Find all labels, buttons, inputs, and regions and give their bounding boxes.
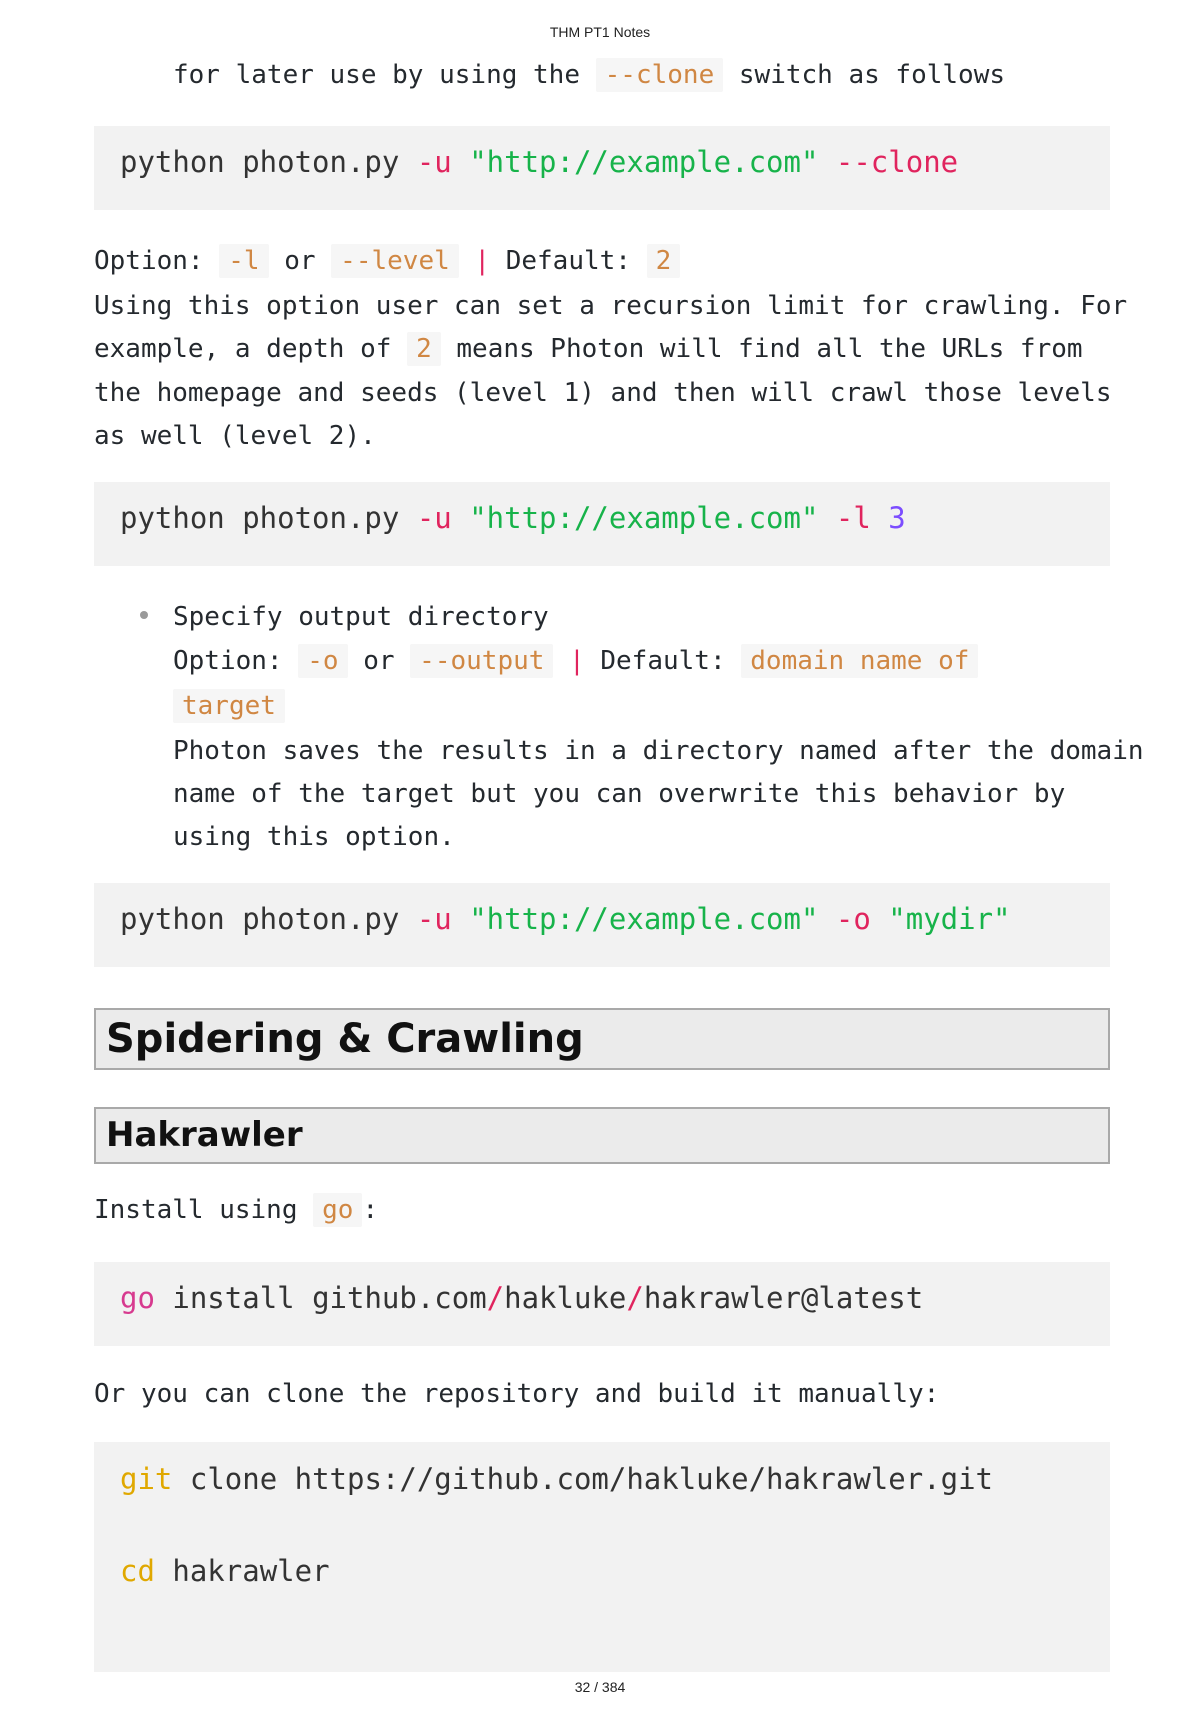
code-flag: -u [416,501,452,535]
output-desc-line-3: using this option. [173,822,455,852]
level-option-line [94,240,680,282]
code-flag: -o [835,902,871,936]
code-command: python photon.py [120,902,400,936]
intro-post: switch as follows [738,60,1005,90]
code-block-git-clone [94,1442,1110,1672]
clone-text: Or you can clone the repository and build it manually: [94,1379,940,1409]
page-footer: 32 / 384 [574,1679,626,1695]
level-desc-line-4: as well (level 2). [94,421,376,451]
or-text: or [363,646,395,676]
code-operator: / [486,1281,505,1315]
code-operator: / [626,1281,644,1315]
code-command: python photon.py [120,145,400,179]
inline-code-depth: 2 [407,332,441,366]
code-text: hakrawler@latest [643,1281,924,1315]
code-block-go-install [94,1262,1110,1346]
intro-line [173,54,1005,96]
bullet-dot-icon [140,611,148,619]
level-desc-line-3: the homepage and seeds (level 1) and then will crawl those levels [94,378,1112,408]
subsection-title: Hakrawler [106,1115,303,1155]
code-keyword: cd [120,1554,155,1588]
code-block-clone [94,126,1110,210]
inline-code-clone: --clone [596,58,724,92]
install-colon: : [362,1195,379,1225]
code-text: hakrawler [172,1554,330,1588]
code-flag: -u [416,902,452,936]
desc-text: example, a depth of [94,334,392,364]
code-command: python photon.py [120,501,400,535]
code-text: install github.com [172,1281,487,1315]
code-line [120,902,1011,936]
code-text: clone https://github.com/hakluke/hakrawler.git [189,1462,993,1496]
inline-code-default: domain name of [741,644,978,678]
option-label: Option: [94,246,204,276]
code-block-level [94,482,1110,566]
or-text: or [284,246,316,276]
intro-pre: for later use by using the [173,60,580,90]
default-label: Default: [505,246,631,276]
code-string: "http://example.com" [469,145,819,179]
code-string: "http://example.com" [469,902,819,936]
level-desc-line-2 [94,328,1083,370]
output-default-cont [173,685,285,727]
code-line [120,145,958,179]
code-string: "http://example.com" [469,501,819,535]
inline-code-output: --output [410,644,553,678]
separator: | [474,246,491,276]
inline-code-l: -l [219,244,268,278]
separator: | [569,646,585,676]
section-heading [94,1008,1110,1070]
install-text: Install using [94,1195,298,1225]
inline-code-go: go [313,1193,362,1227]
code-line [120,1281,923,1315]
code-block-output [94,883,1110,967]
code-flag: -l [835,501,871,535]
code-keyword: git [120,1462,173,1496]
install-line [94,1189,378,1231]
code-text: hakluke [504,1281,627,1315]
output-option-line [173,640,978,682]
page-header: THM PT1 Notes [549,24,651,40]
desc-text: means Photon will find all the URLs from [456,334,1083,364]
inline-code-default-cont: target [173,689,285,723]
inline-code-level: --level [331,244,459,278]
subsection-heading [94,1107,1110,1164]
output-desc-line-2: name of the target but you can overwrite this behavior by [173,779,1066,809]
code-flag: -u [416,145,452,179]
code-line [120,1462,993,1496]
default-label: Default: [600,646,726,676]
code-flag: --clone [835,145,959,179]
code-line [120,1554,330,1588]
code-number: 3 [888,501,906,535]
code-string: "mydir" [888,902,1011,936]
section-title: Spidering & Crawling [106,1016,584,1062]
inline-code-o: -o [298,644,347,678]
bullet-title: Specify output directory [173,602,549,632]
level-desc-line-1: Using this option user can set a recursion limit for crawling. For [94,291,1128,321]
code-keyword: go [120,1281,155,1315]
inline-code-default: 2 [647,244,681,278]
option-label: Option: [173,646,283,676]
code-line [120,501,906,535]
output-desc-line-1: Photon saves the results in a directory named after the domain [173,736,1144,766]
